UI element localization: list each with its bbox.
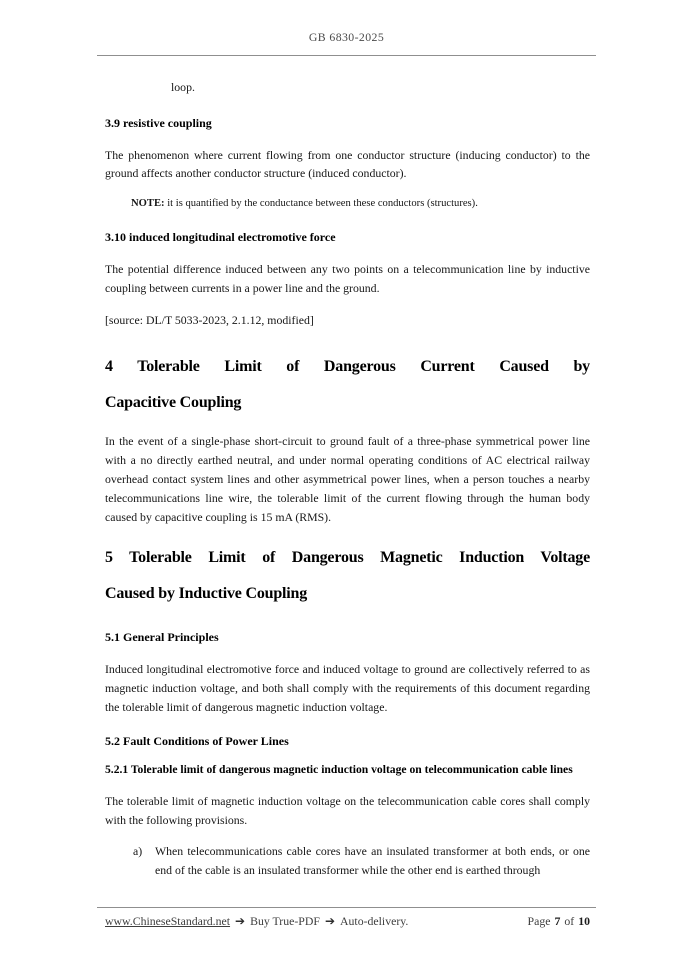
- page-header: [97, 30, 596, 45]
- footer-divider: [97, 907, 596, 908]
- page-label: Page: [527, 914, 551, 928]
- heading-section-5-line2: Caused by Inductive Coupling: [105, 584, 308, 602]
- website-link[interactable]: www.ChineseStandard.net: [105, 914, 231, 928]
- heading-section-4-line1: 4 Tolerable Limit of Dangerous Current Caused by: [105, 358, 590, 376]
- paragraph-3-10: The potential difference induced between any two points on a telecommunication line by inductive coupling between currents in a power line and the ground.: [105, 261, 590, 295]
- paragraph-3-9: The phenomenon where current flowing from one conductor structure (inducing conductor) to the ground affects another conductor structure (induced conductor).: [105, 147, 590, 181]
- document-content: [105, 78, 590, 879]
- of-label: of: [564, 914, 575, 928]
- heading-5-2-1: 5.2.1 Tolerable limit of dangerous magnetic induction voltage on telecommunication cable lines: [105, 763, 573, 777]
- page-indicator: [528, 914, 590, 929]
- paragraph-section-4: In the event of a single-phase short-circuit to ground fault of a three-phase symmetrical power line with a no directly earthed neutral, and under normal operating conditions of AC electrical railway overhead contact system lines and other asymmetrical power lines, when a person touches a nearby telecommunications line wire, the tolerable limit of the current flowing through the human body caused by capacitive coupling is 15 mA (RMS).: [105, 434, 590, 524]
- doc-code: GB 6830-2025: [308, 30, 385, 44]
- page-number: 7: [554, 914, 561, 928]
- footer-delivery-text: Auto-delivery.: [340, 914, 409, 928]
- note-3-9: [105, 196, 590, 211]
- source-line: [source: DL/T 5033-2023, 2.1.12, modified]: [105, 312, 314, 327]
- arrow-icon: ➔: [235, 914, 246, 928]
- page-total: 10: [578, 914, 590, 928]
- list-item-a-text: When telecommunications cable cores have an insulated transformer at both ends, or one end of the cable is an insulated transformer while the other end is earthed through: [155, 843, 590, 877]
- note-label: NOTE:: [131, 198, 165, 210]
- heading-section-4: [105, 349, 590, 420]
- footer-branding: [105, 914, 408, 929]
- heading-section-5-line1: 5 Tolerable Limit of Dangerous Magnetic Induction Voltage: [105, 549, 590, 567]
- footer-buy-text: Buy True-PDF: [250, 914, 320, 928]
- page-footer: [105, 914, 590, 929]
- list-item-a: [105, 842, 590, 880]
- heading-3-10: 3.10 induced longitudinal electromotive force: [105, 230, 336, 245]
- heading-section-4-line2: Capacitive Coupling: [105, 393, 242, 411]
- heading-3-9: 3.9 resistive coupling: [105, 115, 212, 130]
- note-text: it is quantified by the conductance between these conductors (structures).: [164, 198, 478, 210]
- arrow-icon: ➔: [324, 914, 335, 928]
- list-item-a-marker: a): [133, 843, 143, 858]
- heading-section-5: [105, 540, 590, 611]
- paragraph-5-2-1: The tolerable limit of magnetic induction voltage on the telecommunication cable cores shall comply with the following provisions.: [105, 794, 590, 827]
- paragraph-5-1: Induced longitudinal electromotive force and induced voltage to ground are collectively referred to as magnetic induction voltage, and both shall comply with the requirements of this document regarding the tolerable limit of dangerous magnetic induction voltage.: [105, 662, 590, 714]
- heading-5-2: 5.2 Fault Conditions of Power Lines: [105, 733, 289, 748]
- header-divider: [97, 55, 596, 56]
- paragraph-continuation: loop.: [171, 80, 195, 94]
- heading-5-1: 5.1 General Principles: [105, 630, 219, 645]
